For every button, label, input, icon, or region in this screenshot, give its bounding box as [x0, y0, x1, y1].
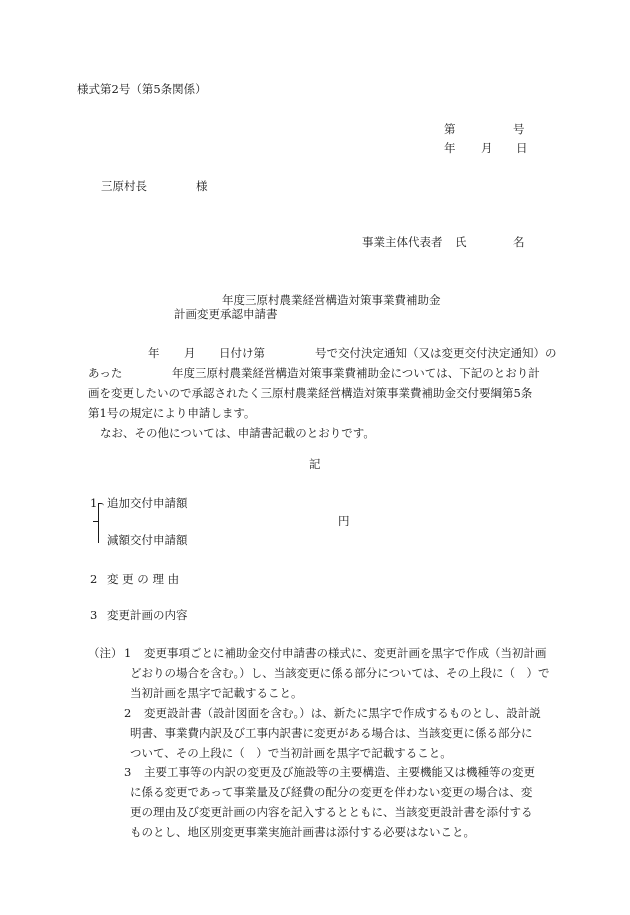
addressee-honorific: 様	[196, 179, 208, 193]
body-l2-b: 年度三原村農業経営構造対策事業費補助金については、下記のとおり計	[172, 366, 540, 380]
note3-line4: ものとし、地区別変更事業実施計画書は添付する必要はないこと。	[130, 825, 475, 839]
applicant-shi: 氏	[455, 235, 467, 249]
yen-unit: 円	[338, 514, 350, 528]
date-year: 年	[444, 141, 456, 155]
note1-line3: 当初計画を黒字で記載すること。	[130, 686, 303, 700]
body-l1-year: 年	[148, 346, 160, 360]
body-l1-month: 月	[184, 346, 196, 360]
body-l1-rest: 号で交付決定通知（又は変更交付決定通知）の	[315, 346, 557, 360]
applicant-mei: 名	[513, 235, 525, 249]
applicant-label: 事業主体代表者	[362, 235, 443, 249]
note1-number: 1	[124, 646, 132, 660]
date-month: 月	[481, 141, 493, 155]
notes-heading: （注）	[88, 646, 123, 660]
number-go: 号	[513, 122, 525, 136]
note2-line3: ついて、その上段に（ ）で当初計画を黒字で記載すること。	[130, 746, 452, 760]
body-l1-date-label: 日付け第	[219, 346, 265, 360]
note1-line1: 変更事項ごとに補助金交付申請書の様式に、変更計画を黒字で作成（当初計画	[144, 646, 547, 660]
title-line2: 計画変更承認申請書	[174, 307, 278, 321]
body-l2-a: あった	[88, 366, 123, 380]
date-day: 日	[516, 141, 528, 155]
note3-line2: に係る変更であって事業量及び経費の配分の変更を伴わない変更の場合は、変	[130, 785, 533, 799]
note3-number: 3	[124, 765, 132, 779]
additional-amount-label: 追加交付申請額	[107, 496, 188, 510]
item2-number: 2	[90, 572, 98, 586]
reduced-amount-label: 減額交付申請額	[107, 533, 188, 547]
note1-line2: どおりの場合を含む。）し、当該変更に係る部分については、その上段に（ ）で	[130, 666, 550, 680]
number-dai: 第	[444, 122, 456, 136]
form-id: 様式第2号（第5条関係）	[77, 82, 207, 96]
item2-label: 変 更 の 理 由	[107, 572, 180, 586]
item3-label: 変更計画の内容	[107, 608, 188, 622]
note3-line3: 更の理由及び変更計画の内容を記入するとともに、当該変更設計書を添付する	[130, 805, 533, 819]
brace	[98, 503, 105, 543]
item1-number: 1	[90, 496, 98, 510]
note2-line1: 変更設計書（設計図面を含む。）は、新たに黒字で作成するものとし、設計説	[144, 706, 541, 720]
body-l4: 第1号の規定により申請します。	[88, 406, 256, 420]
addressee-name: 三原村長	[101, 179, 147, 193]
note2-number: 2	[124, 706, 132, 720]
body-l3: 画を変更したいので承認されたく三原村農業経営構造対策事業費補助金交付要綱第5条	[88, 386, 533, 400]
note3-line1: 主要工事等の内訳の変更及び施設等の主要構造、主要機能又は機種等の変更	[144, 765, 535, 779]
ki-heading: 記	[309, 457, 321, 471]
title-line1: 年度三原村農業経営構造対策事業費補助金	[222, 293, 441, 307]
note2-line2: 明書、事業費内訳及び工事内訳書に変更がある場合は、当該変更に係る部分に	[130, 726, 533, 740]
item3-number: 3	[90, 608, 98, 622]
brace-tip	[93, 521, 98, 522]
body-l5: なお、その他については、申請書記載のとおりです。	[100, 426, 375, 440]
